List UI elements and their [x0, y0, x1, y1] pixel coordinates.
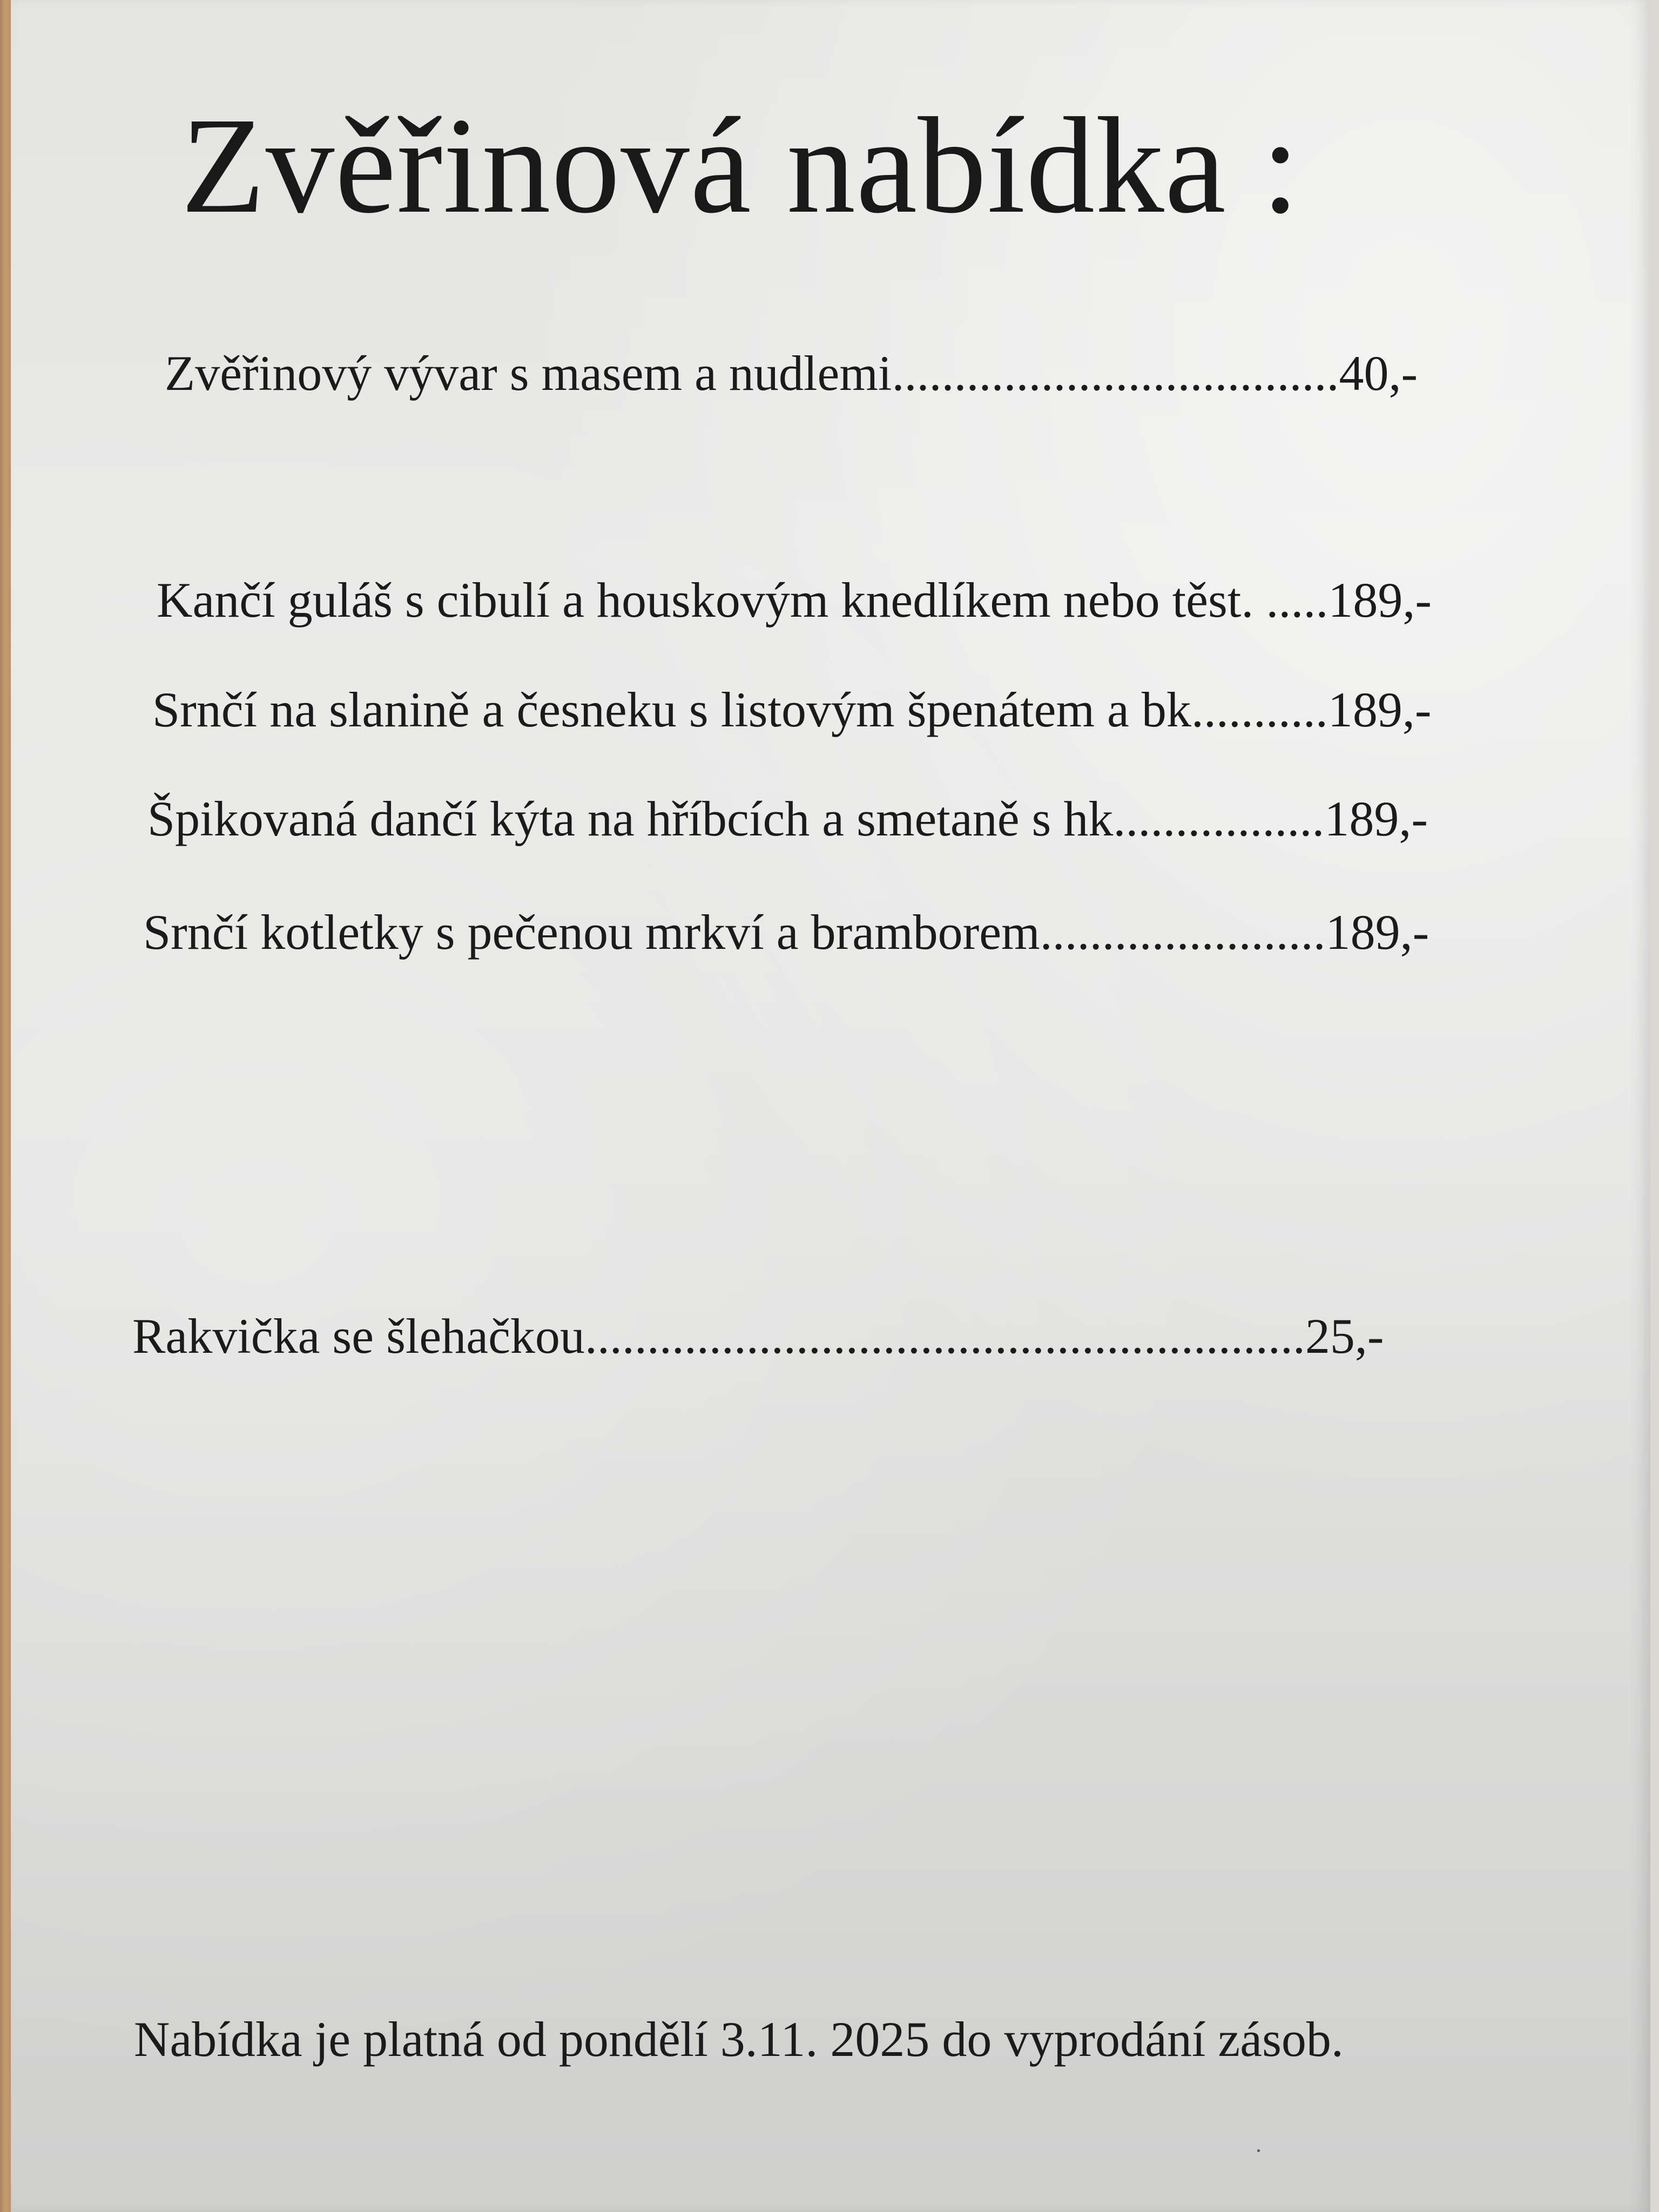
menu-item-dessert — [132, 1309, 1384, 1364]
menu-item-line: Kančí guláš s cibulí a houskovým knedlíkem nebo těst. .....189,- — [157, 572, 1432, 628]
menu-item-venison-cutlets — [143, 905, 1429, 960]
menu-item-line: Špikovaná dančí kýta na hříbcích a smetaně s hk.................189,- — [147, 791, 1428, 846]
validity-note: Nabídka je platná od pondělí 3.11. 2025 do vyprodání zásob. — [134, 2012, 1344, 2067]
menu-item-fallow-deer-leg — [147, 791, 1428, 846]
menu-item-soup — [165, 346, 1418, 401]
menu-item-line: Zvěřinový vývar s masem a nudlemi....................................40,- — [165, 346, 1418, 401]
menu-item-line: Srnčí na slanině a česneku s listovým špenátem a bk...........189,- — [152, 682, 1432, 737]
menu-item-line: Rakvička se šlehačkou..........................................................25,- — [132, 1309, 1384, 1364]
paper-edge-shadow — [1629, 0, 1650, 2212]
menu-title: Zvěřinová nabídka : — [181, 90, 1300, 242]
menu-item-line: Srnčí kotletky s pečenou mrkví a bramborem.......................189,- — [143, 905, 1429, 960]
menu-sheet — [11, 0, 1650, 2212]
paper-speck — [1257, 2149, 1260, 2152]
menu-item-boar-goulash — [157, 572, 1432, 628]
menu-item-venison-bacon — [152, 682, 1432, 737]
